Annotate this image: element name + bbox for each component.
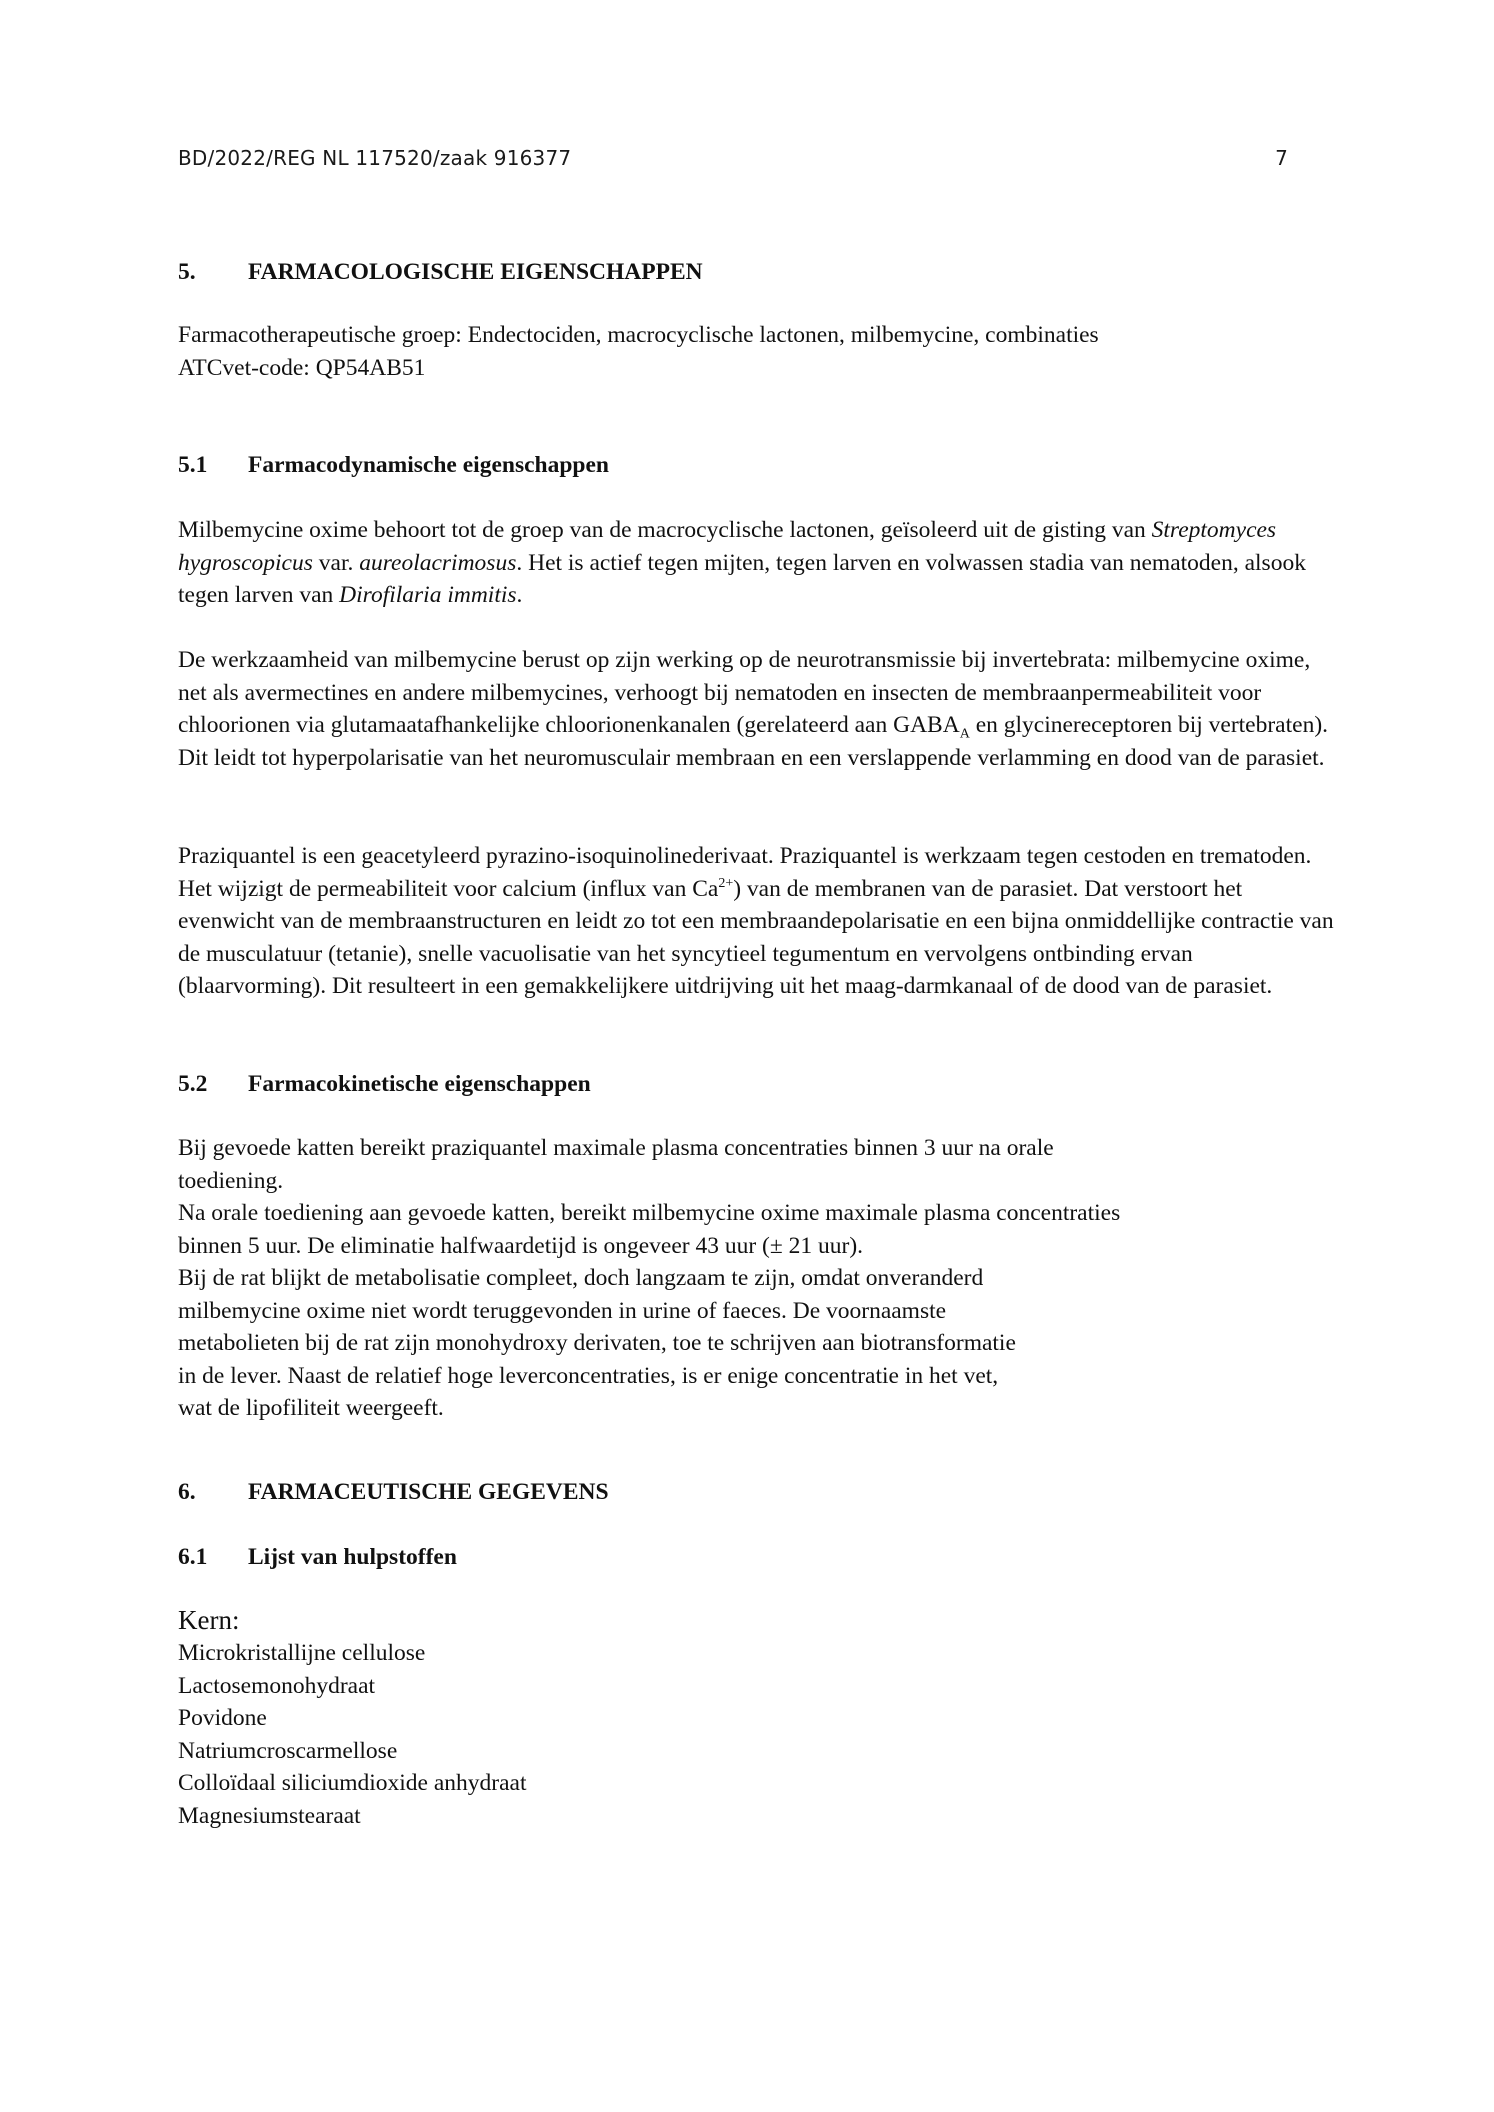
section-5-1-heading <box>178 449 1338 482</box>
excipient-item: Microkristallijne cellulose <box>178 1640 426 1666</box>
text-line: binnen 5 uur. De eliminatie halfwaardetijd is ongeveer 43 uur (± 21 uur). <box>178 1232 864 1259</box>
text-line: in de lever. Naast de relatief hoge leverconcentraties, is er enige concentratie in het vet, <box>178 1362 999 1389</box>
section-title: Farmacodynamische eigenschappen <box>248 452 609 478</box>
section-title: FARMACOLOGISCHE EIGENSCHAPPEN <box>248 259 703 285</box>
excipient-item: Lactosemonohydraat <box>178 1672 376 1699</box>
group-value: Endectociden, macrocyclische lactonen, milbemycine, combinaties <box>461 322 1099 348</box>
text-line: Bij gevoede katten bereikt praziquantel maximale plasma concentraties binnen 3 uur na orale <box>178 1135 1054 1161</box>
species-name: Dirofilaria immitis <box>339 582 517 608</box>
excipient-item: Povidone <box>178 1705 267 1731</box>
document-reference: BD/2022/REG NL 117520/zaak 916377 <box>178 146 572 170</box>
kern-label: Kern: <box>178 1605 240 1635</box>
text-line: metabolieten bij de rat zijn monohydroxy derivaten, toe te schrijven aan biotransformatie <box>178 1330 1016 1356</box>
paragraph-praziquantel-mechanism <box>178 840 1338 1003</box>
paragraph-milbemycine-mechanism <box>178 644 1338 774</box>
excipient-item: Natriumcroscarmellose <box>178 1737 398 1764</box>
text: var. <box>312 549 360 576</box>
group-label: Farmacotherapeutische groep: <box>178 322 462 348</box>
variety-name: aureolacrimosus <box>359 549 517 576</box>
section-number: 5.2 <box>178 1071 208 1097</box>
pharmacokinetics-text <box>178 1132 1338 1425</box>
text: . Het is actief tegen mijten, tegen larven en volwassen stadia van nematoden, alsook tegen larven van <box>178 549 1306 608</box>
section-title: FARMACEUTISCHE GEGEVENS <box>248 1479 609 1505</box>
page-number: 7 <box>1275 146 1288 170</box>
section-5-2-heading <box>178 1068 1338 1101</box>
excipients-list <box>178 1603 1338 1832</box>
subscript: A <box>959 726 970 742</box>
atc-label: ATCvet-code: <box>178 354 310 381</box>
section-title: Farmacokinetische eigenschappen <box>248 1071 591 1097</box>
paragraph-milbemycine-origin <box>178 514 1338 612</box>
text: Milbemycine oxime behoort tot de groep van de macrocyclische lactonen, geïsoleerd uit de gisting van <box>178 517 1152 543</box>
section-number: 6.1 <box>178 1544 208 1570</box>
text: . <box>516 582 523 608</box>
excipient-item: Magnesiumstearaat <box>178 1802 361 1829</box>
excipient-item: Colloïdaal siliciumdioxide anhydraat <box>178 1770 527 1796</box>
text-line: wat de lipofiliteit weergeeft. <box>178 1395 444 1421</box>
text-line: toediening. <box>178 1167 284 1194</box>
text: ) van de membranen van de parasiet. Dat verstoort het evenwicht van de membraanstructuren en leidt zo tot een membraandepolarisatie en een bijna onmiddellijke contractie van de musculatuur (tetanie), snelle vacuolisatie van het syncytieel tegumentum en vervolgens ontbinding ervan (blaarvorming). Dit resulteert in een gemakkelijkere uitdrijving uit het maag-darmkanaal of de dood van de parasiet. <box>178 875 1334 999</box>
text: De werkzaamheid van milbemycine berust op zijn werking op de neurotransmissie bij invertebrata: milbemycine oxime, net als avermectines en andere milbemycines, verhoogt bij nematoden en insecten de membraanpermeabiliteit voor chloorionen via glutamaatafhankelijke chloorionenkanalen (gerelateerd aan GABA <box>178 647 1311 738</box>
atc-value: QP54AB51 <box>309 354 426 381</box>
section-number: 6. <box>178 1479 196 1505</box>
text: Praziquantel is een geacetyleerd pyrazino-isoquinolinederivaat. Praziquantel is werkzaam tegen cestoden en trematoden. Het wijzigt de permeabiliteit voor calcium (influx van Ca <box>178 843 1312 902</box>
page-header <box>178 146 1298 170</box>
text-line: milbemycine oxime niet wordt teruggevonden in urine of faeces. De voornaamste <box>178 1297 947 1324</box>
section-6-1-heading <box>178 1541 1338 1574</box>
section-number: 5.1 <box>178 452 208 478</box>
species-name: Streptomyces hygroscopicus <box>178 517 1277 576</box>
text-line: Na orale toediening aan gevoede katten, bereikt milbemycine oxime maximale plasma concentraties <box>178 1200 1121 1226</box>
section-number: 5. <box>178 259 196 285</box>
section-6-heading <box>178 1476 1338 1509</box>
text-line: Bij de rat blijkt de metabolisatie compleet, doch langzaam te zijn, omdat onveranderd <box>178 1265 984 1291</box>
text: en glycinereceptoren bij vertebraten). Dit leidt tot hyperpolarisatie van het neuromusculair membraan en een verslappende verlamming en dood van de parasiet. <box>178 712 1329 771</box>
pharmacotherapeutic-group <box>178 319 1338 384</box>
section-title: Lijst van hulpstoffen <box>248 1544 457 1570</box>
superscript: 2+ <box>718 875 734 891</box>
section-5-heading <box>178 256 1338 289</box>
